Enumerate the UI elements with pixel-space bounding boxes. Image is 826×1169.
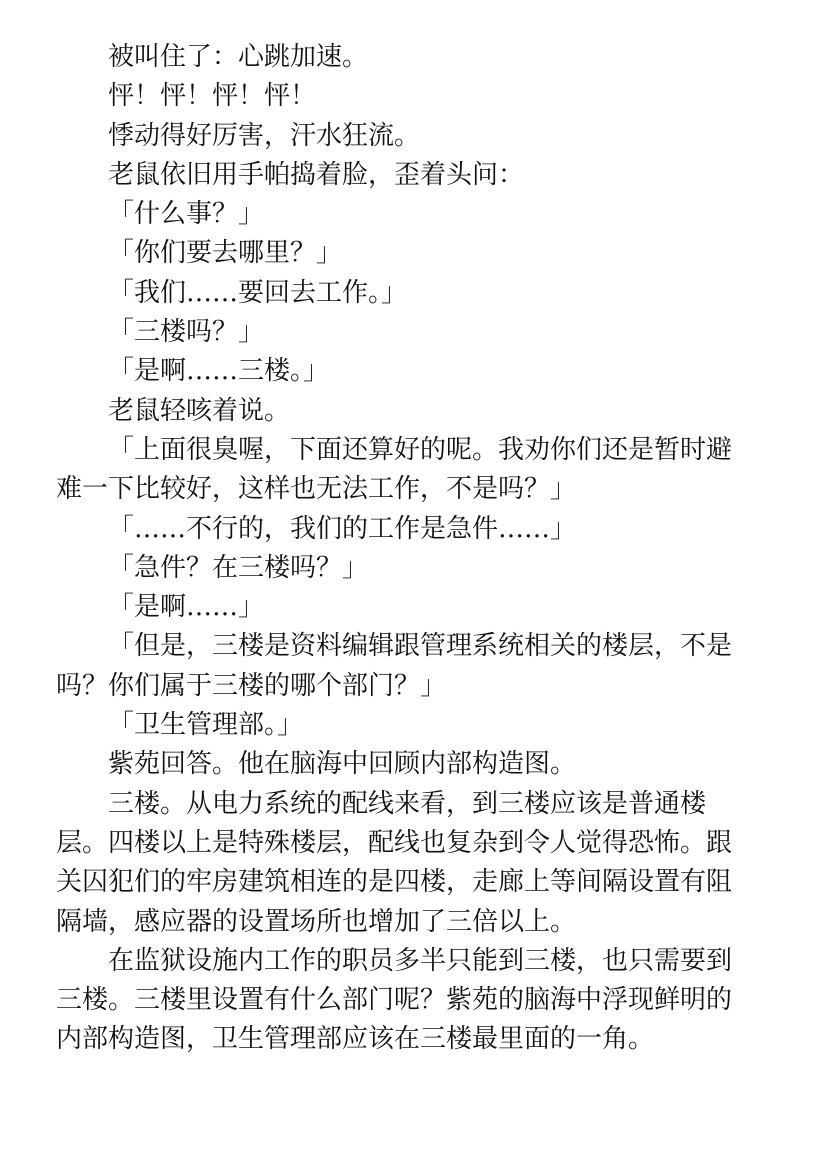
paragraph-9: 「是啊……三楼。」 — [108, 356, 330, 387]
paragraph-17: 紫苑回答。他在脑海中回顾内部构造图。 — [108, 749, 577, 780]
paragraph-13: 「急件？在三楼吗？」 — [108, 552, 369, 583]
paragraph-3: 悸动得好厉害，汗水狂流。 — [108, 120, 421, 151]
paragraph-12: 「……不行的，我们的工作是急件……」 — [108, 513, 577, 544]
paragraph-6: 「你们要去哪里？」 — [108, 238, 343, 269]
paragraph-5: 「什么事？」 — [108, 199, 265, 230]
paragraph-14: 「是啊……」 — [108, 592, 265, 623]
document-page — [56, 38, 756, 1060]
paragraph-10: 老鼠轻咳着说。 — [108, 395, 291, 426]
paragraph-7: 「我们……要回去工作。」 — [108, 277, 408, 308]
paragraph-11: 「上面很臭喔，下面还算好的呢。我劝你们还是暂时避难一下比较好，这样也无法工作，不是吗？」 — [56, 434, 733, 505]
paragraph-1: 被叫住了：心跳加速。 — [108, 42, 369, 72]
paragraph-4: 老鼠依旧用手帕捣着脸，歪着头问： — [108, 159, 525, 190]
paragraph-18: 三楼。从电力系统的配线来看，到三楼应该是普通楼层。四楼以上是特殊楼层，配线也复杂到令人觉得恐怖。跟关囚犯们的牢房建筑相连的是四楼，走廊上等间隔设置有阻隔墙，感应器的设置场所也增加了三倍以上。 — [56, 788, 733, 937]
paragraph-16: 「卫生管理部。」 — [108, 710, 304, 741]
paragraph-15: 「但是，三楼是资料编辑跟管理系统相关的楼层，不是吗？你们属于三楼的哪个部门？」 — [56, 631, 733, 701]
paragraph-19: 在监狱设施内工作的职员多半只能到三楼，也只需要到三楼。三楼里设置有什么部门呢？紫苑的脑海中浮现鲜明的内部构造图，卫生管理部应该在三楼最里面的一角。 — [56, 945, 733, 1055]
paragraph-8: 「三楼吗？」 — [108, 317, 265, 348]
paragraph-2: 怦！怦！怦！怦！ — [108, 81, 317, 112]
